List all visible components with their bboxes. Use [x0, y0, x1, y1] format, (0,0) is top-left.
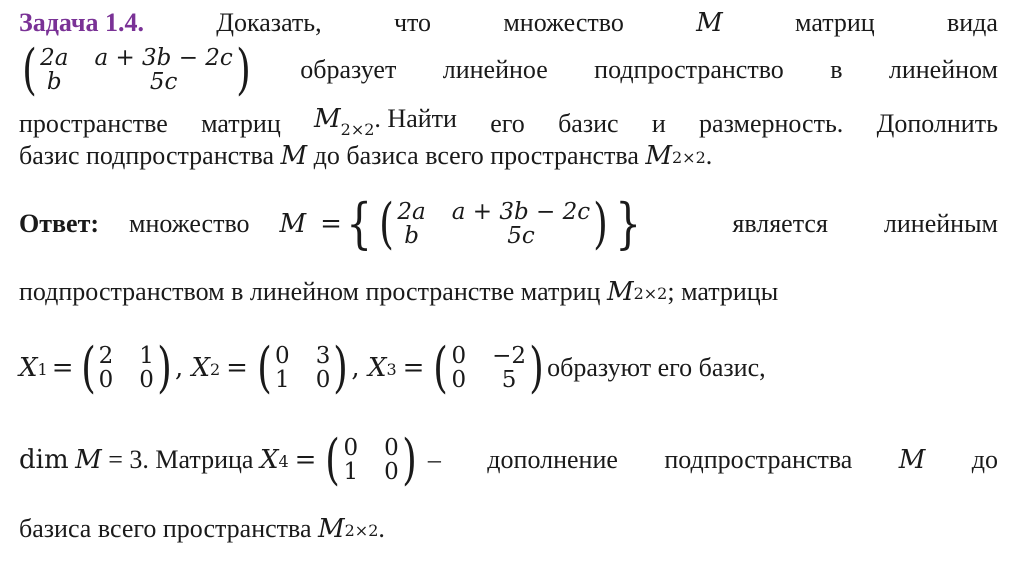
matrix-x3: ( 0 −2 0 5 ) [433, 336, 544, 399]
last-line: базиса всего пространства M $_{2\times 2}$ . [19, 514, 385, 544]
answer-set-matrix: { ( 2a a + 3b − 2c b 5c ) } [346, 192, 642, 255]
word: Доказать, [216, 8, 322, 37]
word: что [393, 8, 432, 37]
word: линейное [442, 55, 548, 84]
word: подпространство [594, 55, 784, 84]
matrix-x4: ( 0 0 1 0 ) [325, 428, 417, 491]
basis-line: X $_1$ = ( 2 1 0 0 ) , X $_2$ = ( 0 3 1 0 ) , X $_3$ = ( 0 −2 0 5 ) образуют его базис, [19, 336, 766, 399]
matrix-x2: ( 0 3 1 0 ) [257, 336, 349, 399]
word: множество [503, 8, 624, 37]
dim-line: dim M = 3. Матрица X $_4$ = ( 0 0 1 0 ) – дополнение подпространства M до [19, 428, 998, 491]
answer-label: Ответ: [19, 209, 100, 238]
task-line-1 [19, 8, 998, 38]
word: линейном [888, 55, 998, 84]
answer-line-2: подпространством в линейном пространстве матриц M $_{2\times 2}$ ; матрицы [19, 277, 779, 307]
set-symbol: M [696, 8, 723, 38]
task-line-2 [19, 38, 998, 101]
word: в [830, 55, 843, 84]
word: матриц [795, 8, 875, 37]
general-matrix: ( 2a a + 3b − 2c b 5c ) [22, 38, 251, 101]
word: вида [946, 8, 998, 37]
task-heading: Задача 1.4. [19, 8, 144, 37]
matrix-x1: ( 2 1 0 0 ) [80, 336, 172, 399]
task-line-3: пространстве матриц $M_{2\times 2}$. Найти его базис и размерность. Дополнить [19, 104, 998, 140]
answer-line-1: Ответ: множество M = { ( 2a a + 3b − 2c b 5c ) } является линейным [19, 192, 998, 255]
word: образует [300, 55, 397, 84]
task-line-4: базис подпространства M до базиса всего пространства M $_{2\times 2}$ . [19, 141, 713, 171]
